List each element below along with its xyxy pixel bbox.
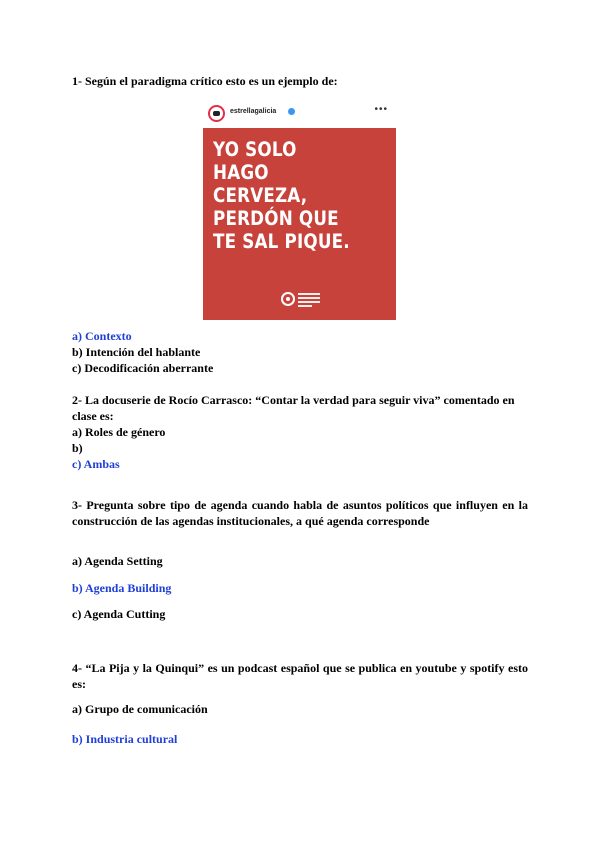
q4-option-a: a) Grupo de comunicación <box>72 702 208 716</box>
verified-badge-icon <box>288 108 295 115</box>
q2-option-a: a) Roles de género <box>72 425 166 439</box>
instagram-post-image <box>203 100 396 320</box>
q3-option-b: b) Agenda Building <box>72 581 172 595</box>
q1-option-b: b) Intención del hablante <box>72 345 201 359</box>
post-slogan <box>213 138 368 253</box>
instagram-username: estrellagalicia <box>230 108 277 115</box>
instagram-post-header <box>203 100 396 128</box>
q3-option-c: c) Agenda Cutting <box>72 607 166 621</box>
post-slogan-line-1: YO SOLO <box>213 138 297 161</box>
question-3: 3- Pregunta sobre tipo de agenda cuando habla de asuntos políticos que influyen en la construcción de las agendas institucionales, a qué agenda corresponde <box>72 498 528 528</box>
post-slogan-line-2: HAGO CERVEZA, <box>213 161 308 207</box>
question-2: 2- La docuserie de Rocío Carrasco: “Contar la verdad para seguir viva” comentado en clase es: <box>72 393 515 423</box>
more-options-icon: ••• <box>374 104 388 115</box>
q1-option-c: c) Decodificación aberrante <box>72 361 214 375</box>
profile-avatar-icon <box>208 105 225 122</box>
q2-option-b: b) <box>72 441 83 455</box>
brand-logo-icon <box>281 290 321 312</box>
q4-option-b: b) Industria cultural <box>72 732 178 746</box>
instagram-post-body <box>203 128 396 320</box>
post-slogan-line-3: PERDÓN QUE <box>213 207 339 230</box>
q1-option-a: a) Contexto <box>72 329 132 343</box>
question-4: 4- “La Pija y la Quinqui” es un podcast español que se publica en youtube y spotify esto es: <box>72 661 528 691</box>
post-slogan-line-4: TE SAL PIQUE. <box>213 230 350 253</box>
question-1: 1- Según el paradigma crítico esto es un ejemplo de: <box>72 74 338 88</box>
q3-option-a: a) Agenda Setting <box>72 554 163 568</box>
q2-option-c: c) Ambas <box>72 457 120 471</box>
